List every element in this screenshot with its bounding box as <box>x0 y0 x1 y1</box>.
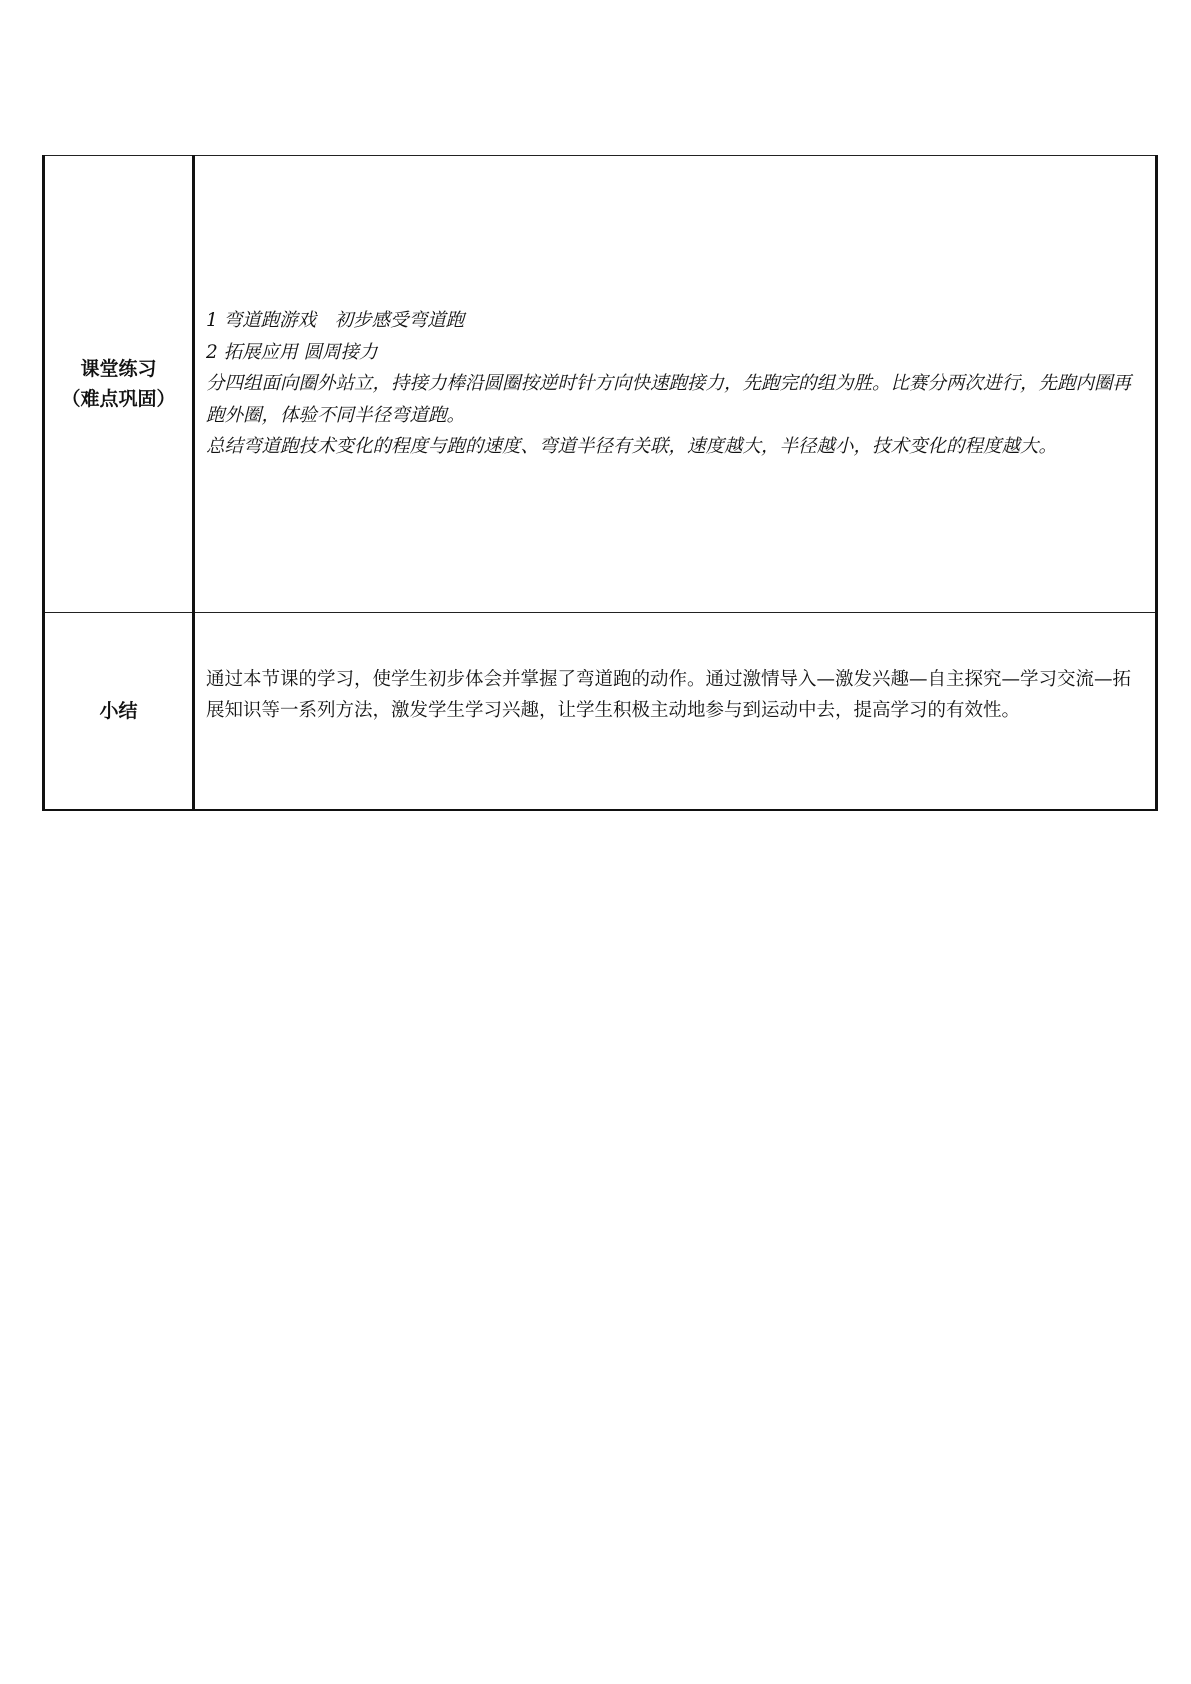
label-line: 小结 <box>99 700 138 722</box>
label-line: 课堂练习 <box>80 358 157 380</box>
practice-line: 分四组面向圈外站立，持接力棒沿圆圈按逆时针方向快速跑接力，先跑完的组为胜。比赛分两次进行，先跑内圈再跑外圈，体验不同半径弯道跑。 <box>206 373 1132 426</box>
lesson-table <box>42 155 1158 811</box>
table-row <box>44 613 1157 811</box>
label-line: （难点巩固） <box>61 388 176 410</box>
practice-content <box>194 156 1157 613</box>
summary-content <box>194 613 1157 811</box>
table-row <box>44 156 1157 613</box>
row-label-summary <box>44 613 194 811</box>
row-label-practice <box>44 156 194 613</box>
practice-line: 1 弯道跑游戏 初步感受弯道跑 <box>206 310 465 332</box>
practice-line: 2 拓展应用 圆周接力 <box>206 341 378 363</box>
practice-line: 总结弯道跑技术变化的程度与跑的速度、弯道半径有关联，速度越大，半径越小，技术变化的程度越大。 <box>206 436 1058 458</box>
summary-text: 通过本节课的学习，使学生初步体会并掌握了弯道跑的动作。通过激情导入—激发兴趣—自主探究—学习交流—拓展知识等一系列方法，激发学生学习兴趣，让学生积极主动地参与到运动中去，提高学习的有效性。 <box>206 668 1132 721</box>
